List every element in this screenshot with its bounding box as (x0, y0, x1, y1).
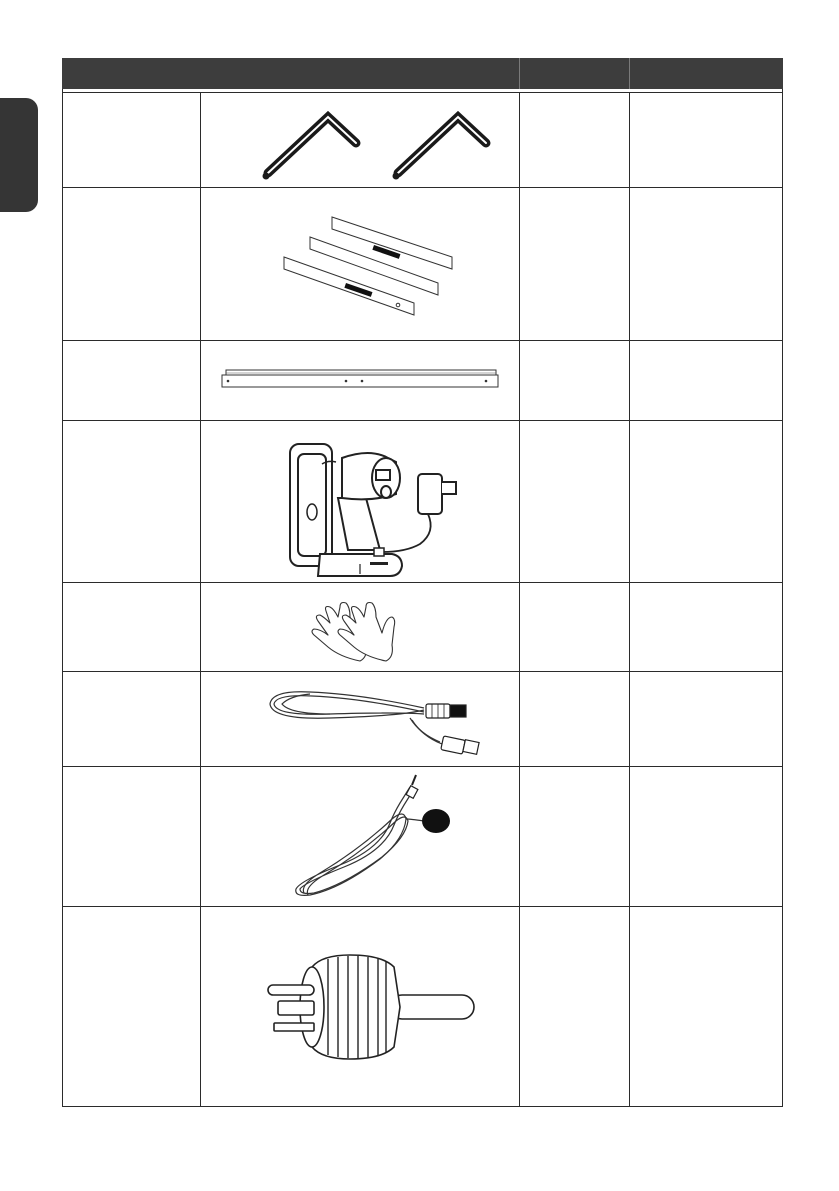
item-qty (520, 907, 630, 1107)
table-header-row (63, 58, 783, 89)
header-qty (520, 58, 630, 89)
item-note (630, 767, 783, 907)
item-qty (520, 421, 630, 583)
language-tab (0, 98, 38, 212)
table-row (63, 421, 783, 583)
item-name (63, 341, 201, 421)
item-name (63, 93, 201, 188)
drill-with-charger-icon (210, 424, 510, 579)
item-qty (520, 672, 630, 767)
item-picture (201, 672, 520, 767)
table-row (63, 583, 783, 672)
item-name (63, 188, 201, 341)
item-qty (520, 188, 630, 341)
item-picture (201, 583, 520, 672)
network-cable-icon (210, 674, 510, 764)
item-note (630, 583, 783, 672)
item-picture (201, 93, 520, 188)
item-note (630, 188, 783, 341)
angle-bracket-icon (210, 95, 510, 185)
item-picture (201, 341, 520, 421)
table-row (63, 93, 783, 188)
item-picture (201, 907, 520, 1107)
table-row (63, 672, 783, 767)
item-name (63, 767, 201, 907)
table-row (63, 767, 783, 907)
item-qty (520, 93, 630, 188)
header-item (63, 58, 520, 89)
item-picture (201, 421, 520, 583)
gloves-icon (210, 587, 510, 667)
item-note (630, 93, 783, 188)
item-qty (520, 767, 630, 907)
power-plug-icon (210, 947, 510, 1067)
item-qty (520, 341, 630, 421)
table-row (63, 907, 783, 1107)
header-note (630, 58, 783, 89)
item-name (63, 583, 201, 672)
item-name (63, 907, 201, 1107)
table-row (63, 188, 783, 341)
item-note (630, 672, 783, 767)
parts-table (62, 58, 783, 1107)
foam-strip-icon (210, 199, 510, 329)
remote-sensor-cable-icon (210, 769, 510, 904)
item-note (630, 341, 783, 421)
item-qty (520, 583, 630, 672)
item-note (630, 421, 783, 583)
item-name (63, 672, 201, 767)
item-name (63, 421, 201, 583)
item-picture (201, 188, 520, 341)
table-row (63, 341, 783, 421)
item-picture (201, 767, 520, 907)
mounting-rail-icon (210, 351, 510, 411)
item-note (630, 907, 783, 1107)
